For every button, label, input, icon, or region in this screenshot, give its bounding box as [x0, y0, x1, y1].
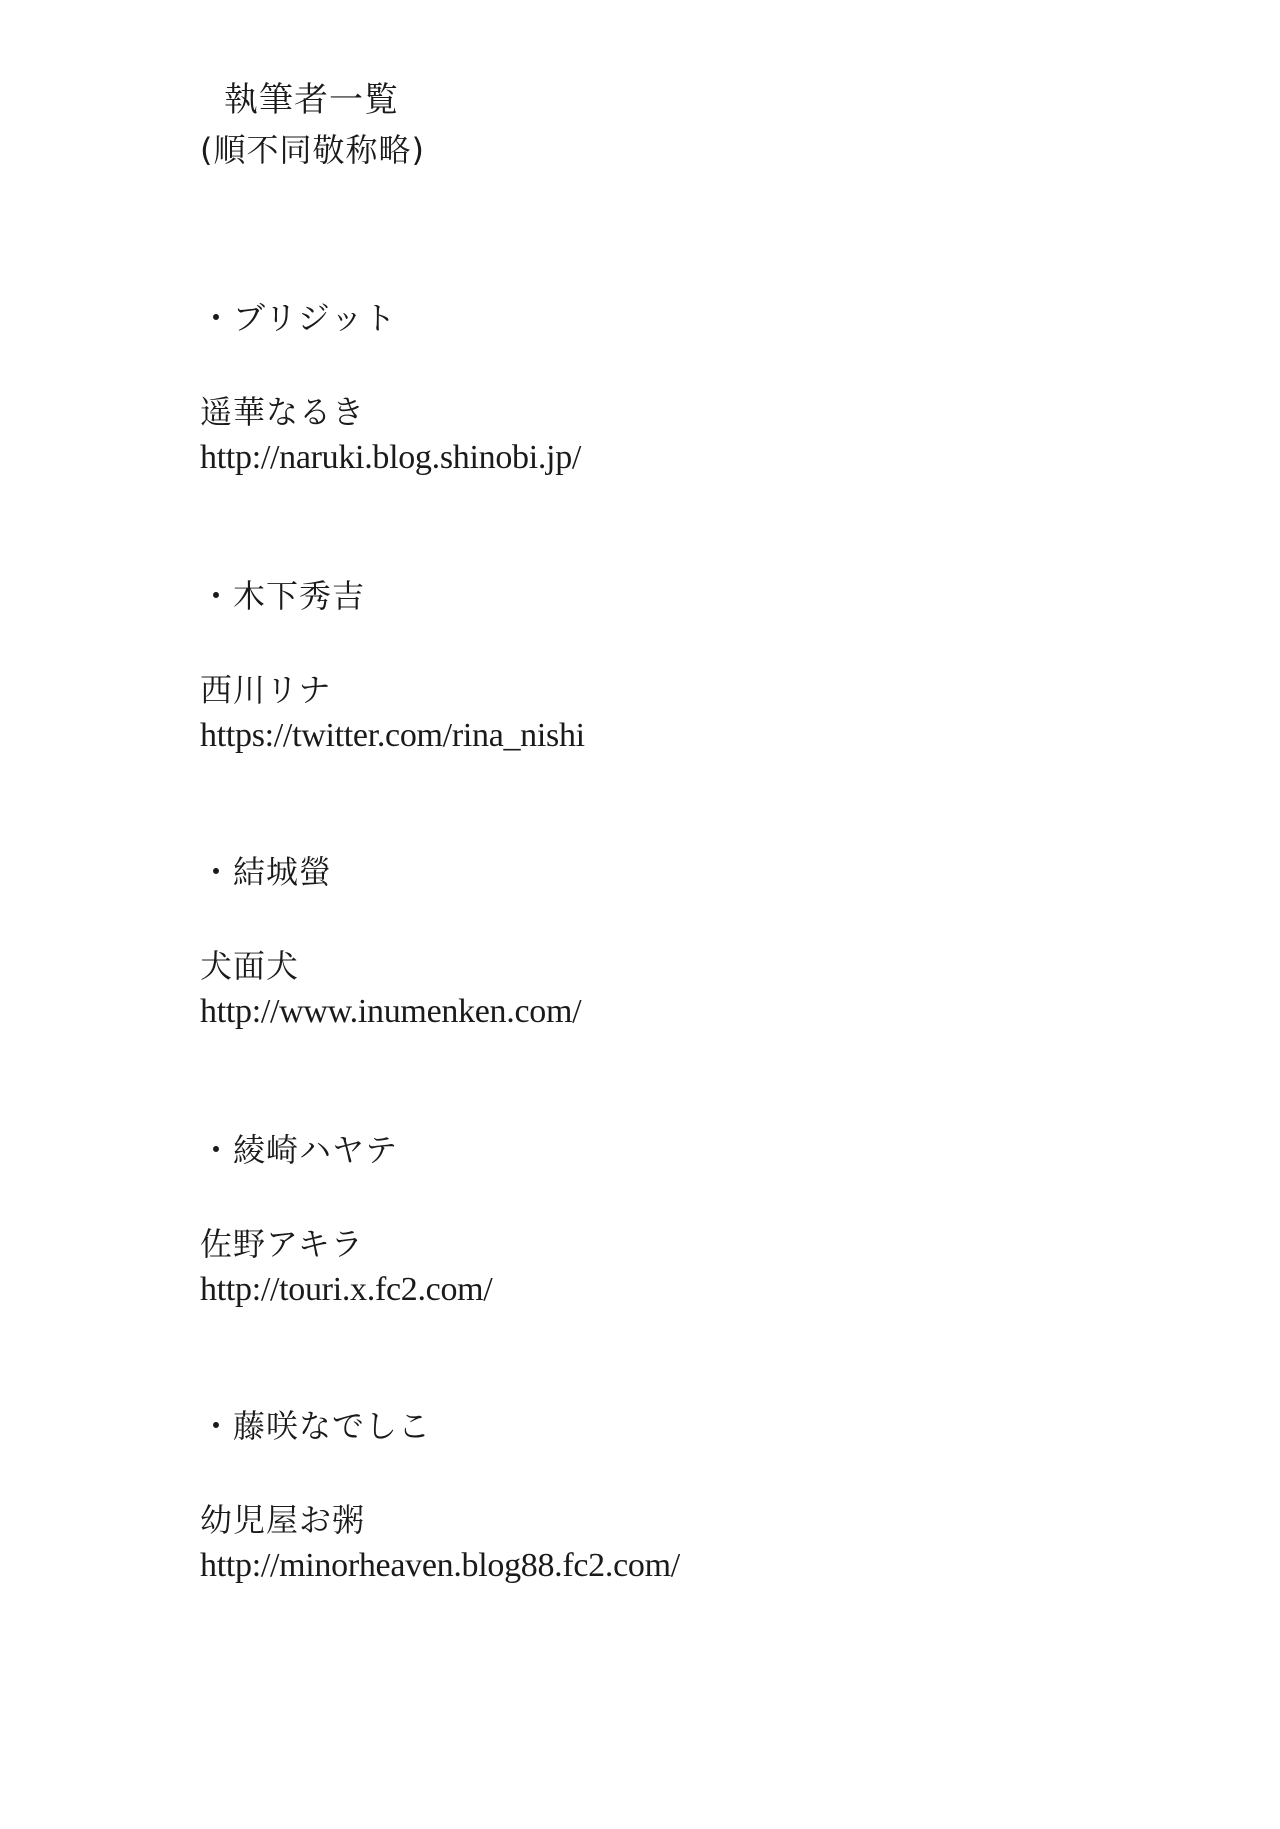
author-entry — [200, 1128, 1200, 1312]
author-name: 犬面犬 — [200, 947, 300, 985]
author-name: 幼児屋お粥 — [200, 1501, 366, 1539]
character-name: ・結城螢 — [200, 853, 333, 891]
author-url-link[interactable]: http://naruki.blog.shinobi.jp/ — [200, 439, 582, 476]
character-name: ・ブリジット — [200, 299, 397, 337]
page-title: 執筆者一覧 — [224, 80, 399, 120]
character-name: ・藤咲なでしこ — [200, 1407, 432, 1445]
character-name: ・綾崎ハヤテ — [200, 1131, 399, 1169]
page-subtitle: (順不同敬称略) — [200, 131, 425, 169]
author-name: 西川リナ — [200, 671, 332, 709]
author-entry — [200, 296, 1200, 480]
author-entry — [200, 1404, 1200, 1588]
author-url-link[interactable]: https://twitter.com/rina_nishi — [200, 717, 585, 754]
author-entry — [200, 850, 1200, 1034]
author-name: 遥華なるき — [200, 393, 366, 431]
author-url-link[interactable]: http://minorheaven.blog88.fc2.com/ — [200, 1547, 680, 1584]
author-name: 佐野アキラ — [200, 1225, 364, 1263]
author-url-link[interactable]: http://touri.x.fc2.com/ — [200, 1271, 493, 1308]
character-name: ・木下秀吉 — [200, 577, 366, 615]
author-url-link[interactable]: http://www.inumenken.com/ — [200, 993, 582, 1030]
author-entry — [200, 574, 1200, 758]
